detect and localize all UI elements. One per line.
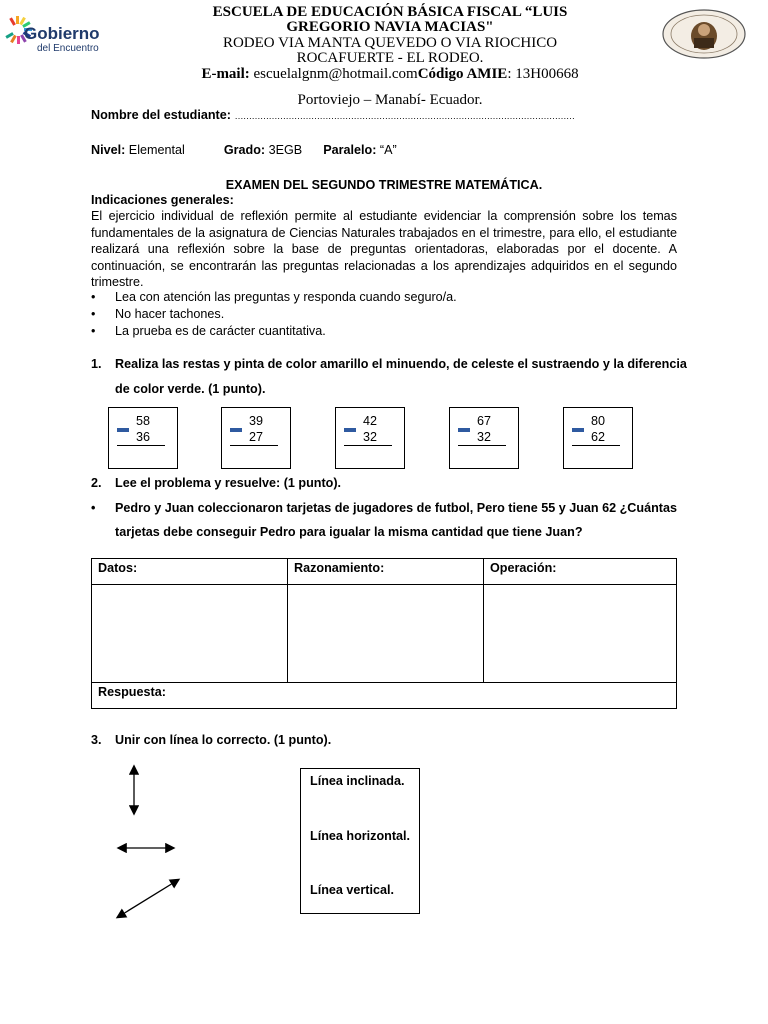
subtraction-box[interactable] <box>449 407 519 469</box>
gobierno-logo-mark <box>4 8 116 56</box>
svg-text:Gobierno: Gobierno <box>24 24 100 43</box>
datos-cell[interactable] <box>92 585 288 683</box>
amie-label: Código AMIE <box>417 66 508 82</box>
student-level-row <box>91 142 691 159</box>
line-figures <box>100 755 200 925</box>
minuend: 42 <box>363 414 378 428</box>
grado-label: Grado: <box>223 143 266 157</box>
contact-line <box>180 66 600 82</box>
operacion-cell[interactable] <box>484 585 677 683</box>
minus-icon <box>117 428 129 432</box>
paralelo-value: “A” <box>379 143 397 157</box>
minuend: 80 <box>591 414 606 428</box>
subtrahend: 27 <box>249 430 264 444</box>
option-horizontal[interactable]: Línea horizontal. <box>310 829 411 843</box>
razonamiento-cell[interactable] <box>288 585 484 683</box>
subtrahend: 32 <box>477 430 492 444</box>
subtraction-box[interactable] <box>563 407 633 469</box>
gobierno-logo <box>4 8 116 56</box>
subtrahend: 62 <box>591 430 606 444</box>
razonamiento-header: Razonamiento: <box>288 559 484 585</box>
address-line2: ROCAFUERTE - EL RODEO. <box>296 50 484 66</box>
question-3-number: 3. <box>91 733 102 747</box>
school-name-line2: GREGORIO NAVIA MACIAS" <box>286 19 494 35</box>
question-2-number: 2. <box>91 476 102 490</box>
nivel-label: Nivel: <box>91 143 126 157</box>
respuesta-cell[interactable]: Respuesta: <box>92 683 677 709</box>
question-2-problem-line2: tarjetas debe conseguir Pedro para igualar la misma cantidad que tiene Juan? <box>115 525 583 539</box>
exam-title: EXAMEN DEL SEGUNDO TRIMESTRE MATEMÁTICA. <box>225 178 543 192</box>
paralelo-label: Paralelo: <box>323 143 377 157</box>
nivel-value: Elemental <box>128 143 185 157</box>
minuend: 58 <box>136 414 151 428</box>
school-seal <box>662 8 746 60</box>
question-2-problem-line1: • Pedro y Juan coleccionaron tarjetas de jugadores de futbol, Pero tiene 55 y Juan 62 ¿Cuántas <box>91 501 677 515</box>
minus-icon <box>458 428 470 432</box>
email-label: E-mail: <box>201 66 250 82</box>
student-name-row <box>91 107 691 125</box>
option-vertical[interactable]: Línea vertical. <box>310 883 394 897</box>
amie-value: : 13H00668 <box>507 66 579 82</box>
datos-header: Datos: <box>92 559 288 585</box>
minus-icon <box>230 428 242 432</box>
subtraction-box[interactable] <box>335 407 405 469</box>
school-name-line1: ESCUELA DE EDUCACIÓN BÁSICA FISCAL “LUIS <box>212 4 568 20</box>
result-line <box>117 445 165 446</box>
subtraction-box[interactable] <box>221 407 291 469</box>
list-item: • Lea con atención las preguntas y responda cuando seguro/a. <box>91 290 457 305</box>
result-line <box>572 445 620 446</box>
list-item: • No hacer tachones. <box>91 307 225 322</box>
bullet-list <box>91 289 677 340</box>
indications-paragraph: El ejercicio individual de reflexión permite al estudiante evidenciar la comprensión sobre los temas fundamentales de la asignatura de Ciencias Naturales trabajados en el trimestre, para ello, el estudiante realizará una reflexión sobre la base de preguntas orientadoras, elaboradas por el docente. A continuación, se encontrarán las preguntas relacionadas a los aprendizajes adquiridos en el segundo trimestre. <box>91 209 677 289</box>
minuend: 39 <box>249 414 264 428</box>
indications-title: Indicaciones generales: <box>91 193 234 207</box>
email-value: escuelalgnm@hotmail.com <box>253 66 418 82</box>
grado-value: 3EGB <box>268 143 303 157</box>
question-3-title: 3. Unir con línea lo correcto. (1 punto). <box>91 733 332 747</box>
subtrahend: 32 <box>363 430 378 444</box>
svg-text:del Encuentro: del Encuentro <box>37 43 99 54</box>
question-1-number: 1. <box>91 357 102 371</box>
operacion-header: Operación: <box>484 559 677 585</box>
minuend: 67 <box>477 414 492 428</box>
option-inclinada[interactable]: Línea inclinada. <box>310 774 405 788</box>
location: Portoviejo – Manabí- Ecuador. <box>297 92 483 108</box>
result-line <box>344 445 392 446</box>
options-box <box>300 768 420 914</box>
question-1-line2: de color verde. (1 punto). <box>115 382 266 396</box>
subtraction-box[interactable] <box>108 407 178 469</box>
minus-icon <box>344 428 356 432</box>
address-line1: RODEO VIA MANTA QUEVEDO O VIA RIOCHICO <box>222 35 558 51</box>
diagonal-arrow-icon[interactable] <box>118 880 178 917</box>
student-name-label: Nombre del estudiante: <box>91 108 231 122</box>
answer-table <box>91 558 677 709</box>
result-line <box>458 445 506 446</box>
minus-icon <box>572 428 584 432</box>
question-2-title: 2. Lee el problema y resuelve: (1 punto). <box>91 476 342 490</box>
subtrahend: 36 <box>136 430 151 444</box>
result-line <box>230 445 278 446</box>
list-item: • La prueba es de carácter cuantitativa. <box>91 324 326 339</box>
student-name-field[interactable]: ………………………………………………………………………………………………………… <box>234 111 575 121</box>
question-1-line1: 1. Realiza las restas y pinta de color amarillo el minuendo, de celeste el sustraendo y la diferencia <box>91 357 687 371</box>
